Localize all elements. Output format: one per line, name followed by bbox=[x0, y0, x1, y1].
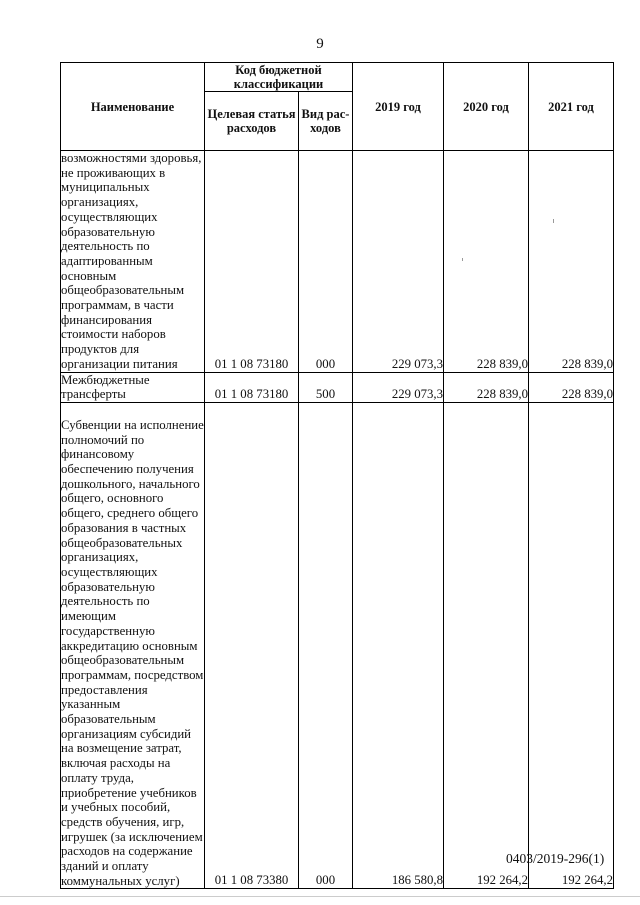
table-row bbox=[61, 151, 614, 373]
header-expense-kind: Вид рас-ходов bbox=[299, 92, 353, 151]
row-value-2020: 192 264,2 bbox=[444, 402, 529, 889]
scan-speck bbox=[553, 219, 554, 223]
row-value-2021: 228 839,0 bbox=[529, 372, 614, 402]
row-expense-kind: 000 bbox=[299, 402, 353, 889]
row-name: возможностями здоровья, не проживающих в муниципальных организациях, осуществляющих образовательную деятельность по адаптированным основным общеобразовательным программам, в части финансирования стоимости наборов продуктов для организации питания bbox=[61, 151, 205, 373]
row-target-code: 01 1 08 73380 bbox=[205, 402, 299, 889]
row-name: Межбюджетные трансферты bbox=[61, 372, 205, 402]
row-value-2019: 229 073,3 bbox=[353, 372, 444, 402]
scan-line bbox=[0, 896, 640, 897]
row-expense-kind: 500 bbox=[299, 372, 353, 402]
header-code-group: Код бюджетной классификации bbox=[205, 63, 353, 92]
document-code: 0403/2019-296(1) bbox=[506, 851, 605, 866]
table-header bbox=[61, 63, 614, 151]
header-2019: 2019 год bbox=[353, 63, 444, 151]
header-name: Наименование bbox=[61, 63, 205, 151]
header-2021: 2021 год bbox=[529, 63, 614, 151]
row-expense-kind: 000 bbox=[299, 151, 353, 373]
row-target-code: 01 1 08 73180 bbox=[205, 372, 299, 402]
page-number: 9 bbox=[316, 36, 324, 52]
row-value-2021: 228 839,0 bbox=[529, 151, 614, 373]
row-value-2019: 229 073,3 bbox=[353, 151, 444, 373]
table-row bbox=[61, 372, 614, 402]
scan-speck bbox=[462, 258, 463, 261]
row-name: Субвенции на исполнение полномочий по финансовому обеспечению получения дошкольного, начального общего, основного общего, среднего общего образования в частных общеобразовательных организациях, осуществляющих образовательную деятельность по имеющим государственную аккредитацию основным общеобразовательным программам, посредством предоставления указанным образовательным организациям субсидий на возмещение затрат, включая расходы на оплату труда, приобретение учебников и учебных пособий, средств обучения, игр, игрушек (за исключением расходов на содержание зданий и оплату коммунальных услуг) bbox=[61, 402, 205, 889]
row-value-2019: 186 580,8 bbox=[353, 402, 444, 889]
row-value-2020: 228 839,0 bbox=[444, 372, 529, 402]
budget-table bbox=[60, 62, 614, 889]
table-row bbox=[61, 402, 614, 889]
row-value-2021: 192 264,2 bbox=[529, 402, 614, 889]
row-value-2020: 228 839,0 bbox=[444, 151, 529, 373]
header-target-article: Целевая статья расходов bbox=[205, 92, 299, 151]
header-2020: 2020 год bbox=[444, 63, 529, 151]
row-target-code: 01 1 08 73180 bbox=[205, 151, 299, 373]
